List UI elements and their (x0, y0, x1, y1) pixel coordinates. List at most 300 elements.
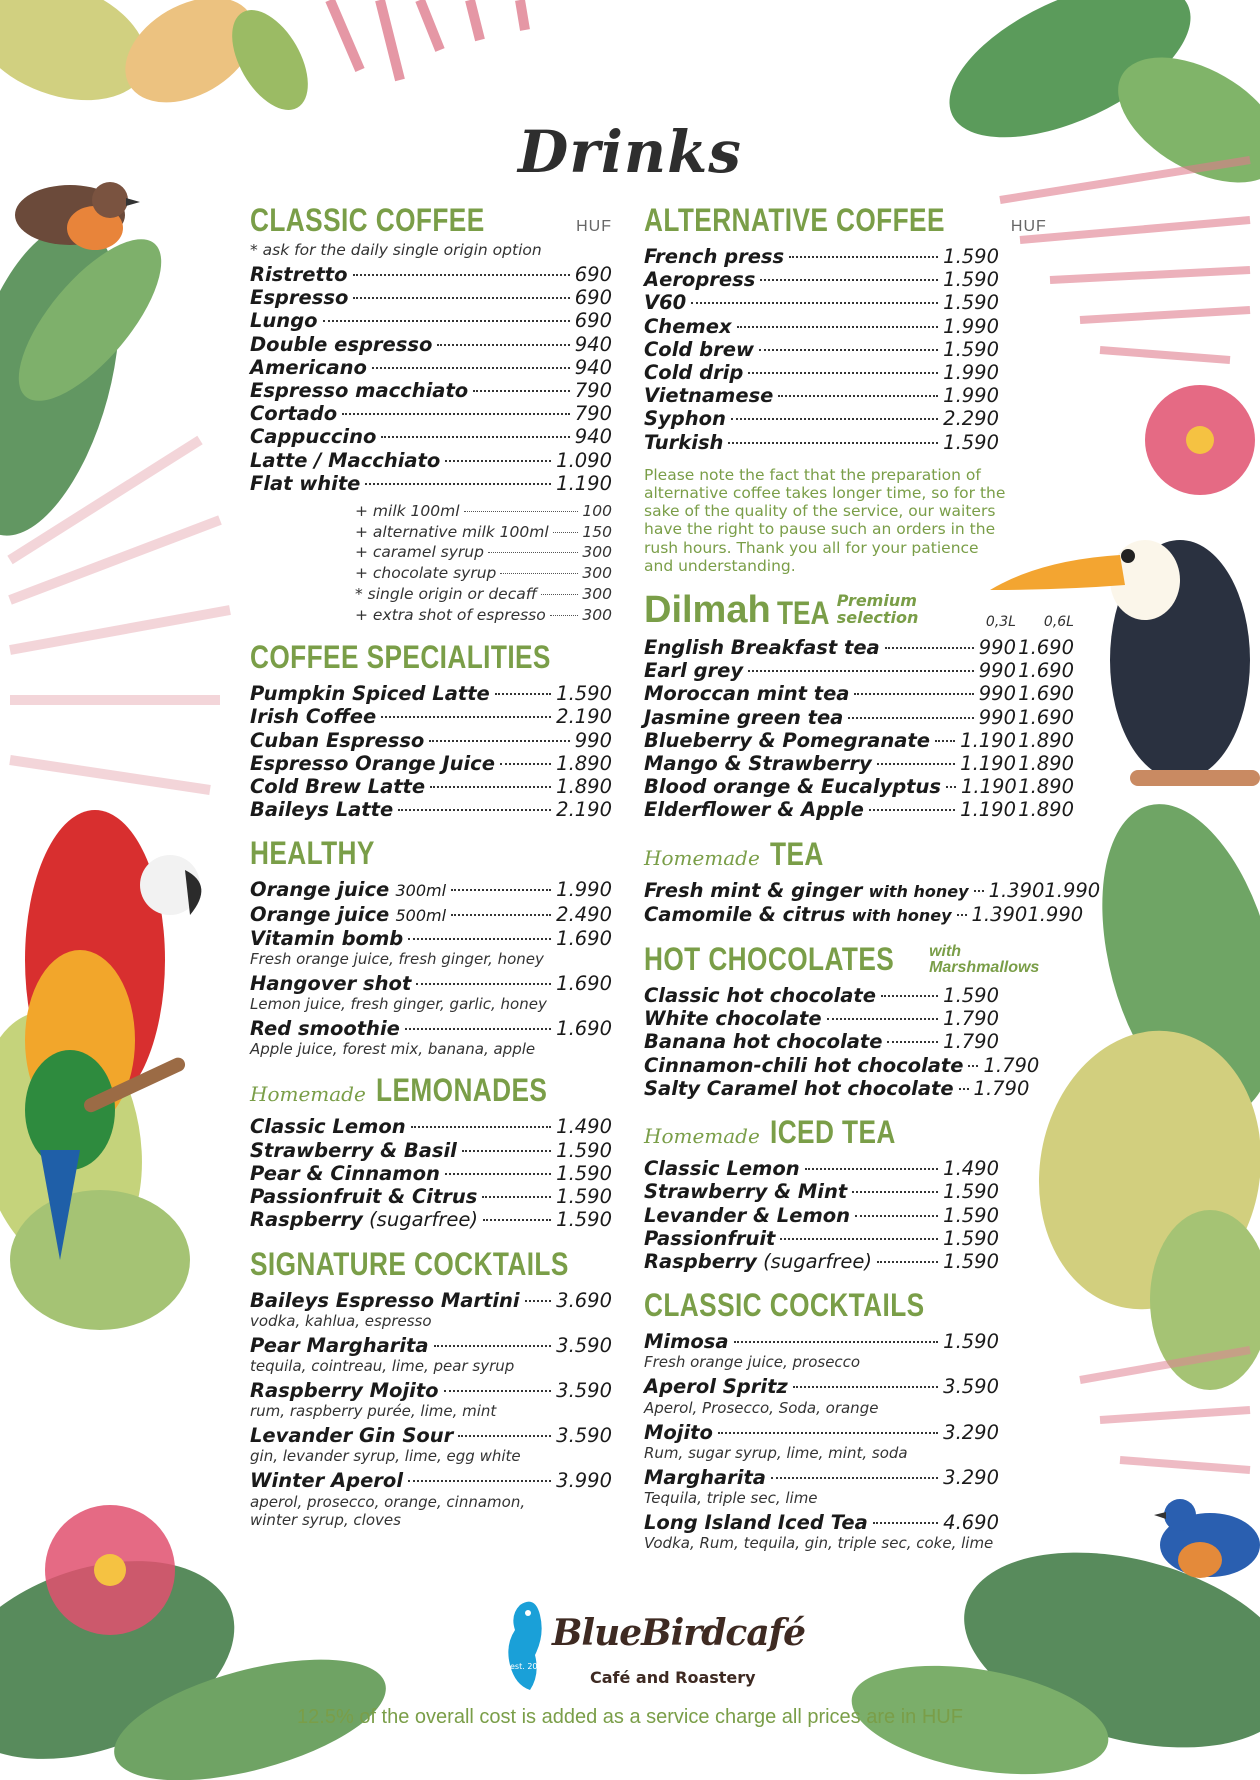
item-price: 790 (574, 379, 612, 403)
menu-item (250, 1017, 612, 1040)
item-name: Pear & Cinnamon (250, 1161, 440, 1185)
item-name: Red smoothie (250, 1017, 400, 1041)
item-name: Cold brew (644, 337, 754, 361)
item-name: Cinnamon-chili hot chocolate (644, 1053, 964, 1077)
item-description: rum, raspberry purée, lime, mint (250, 1402, 497, 1421)
size-headers (958, 614, 1074, 630)
leaf-icon (0, 0, 525, 124)
menu-item (644, 902, 1084, 927)
item-price-large: 1.890 (1018, 728, 1074, 752)
item-size: 300ml (395, 881, 447, 901)
size-label: 0,3L (985, 614, 1016, 631)
menu-item (250, 402, 612, 425)
item-name: Salty Caramel hot chocolate (644, 1076, 954, 1100)
item-price: 2.190 (556, 798, 612, 822)
menu-item (644, 1227, 999, 1250)
item-price: 1.590 (556, 1185, 612, 1209)
premium-selection-label (837, 592, 919, 626)
item-name: Levander & Lemon (644, 1203, 851, 1227)
item-price: 1.490 (943, 1157, 999, 1181)
classic-coffee-note: * ask for the daily single origin option (250, 241, 542, 259)
menu-item (644, 407, 999, 430)
item-price: 3.690 (556, 1288, 612, 1312)
item-name: Chemex (644, 314, 732, 338)
item-name: V60 (644, 291, 687, 315)
alternative-coffee-note: Please note the fact that the preparation of alternative coffee takes longer time, so for the sake of the quality of the service, our waiters have the right to pause such an orders in the rush hours. Thank you all for your patience and understanding. (644, 465, 1006, 575)
item-price: 940 (574, 425, 612, 449)
menu-item (644, 1076, 1030, 1100)
addon-price: 300 (582, 564, 612, 583)
menu-item (250, 1115, 612, 1138)
healthy-list (250, 878, 612, 1058)
coffee-specialities-header (250, 639, 612, 676)
item-name: Espresso Orange Juice (250, 751, 495, 775)
signature-cocktails-list (250, 1289, 612, 1529)
item-price: 3.590 (556, 1424, 612, 1448)
item-price: 3.590 (556, 1378, 612, 1402)
item-name: Strawberry & Mint (644, 1180, 848, 1204)
item-name: Ristretto (250, 263, 348, 286)
item-name: Classic Lemon (644, 1157, 800, 1181)
item-name: Raspberry (644, 1249, 757, 1273)
addon-item (250, 563, 612, 584)
item-price-small: 990 (978, 705, 1016, 729)
item-price-small: 1.390 (971, 902, 1028, 926)
dilmah-brand: Dilmah (644, 589, 771, 632)
menu-item (250, 752, 612, 775)
brand-subtitle: Café and Roastery (590, 1668, 756, 1687)
signature-cocktails-header (250, 1246, 612, 1283)
addon-name: * single origin or decaff (355, 584, 537, 603)
iced-tea-header (644, 1114, 1074, 1151)
item-name: Irish Coffee (250, 705, 377, 729)
item-price: 1.590 (556, 1208, 612, 1232)
menu-item (250, 286, 612, 309)
item-price: 1.590 (943, 1180, 999, 1204)
item-name: Syphon (644, 407, 726, 431)
item-note: (sugarfree) (763, 1249, 873, 1273)
item-price-small: 1.190 (961, 775, 1017, 799)
item-price: 940 (574, 355, 612, 379)
item-description: gin, levander syrup, lime, egg white (250, 1447, 521, 1466)
menu-item (644, 706, 1074, 729)
item-name: Passionfruit & Citrus (250, 1185, 478, 1209)
item-price-small: 1.190 (960, 728, 1016, 752)
menu-item (250, 1208, 612, 1231)
item-price: 690 (574, 309, 612, 333)
menu-item (644, 1421, 999, 1444)
homemade-label: Homemade (644, 845, 760, 870)
menu-item (644, 1157, 999, 1180)
item-description: Vodka, Rum, tequila, gin, triple sec, coke, lime (644, 1534, 994, 1553)
item-description: Aperol, Prosecco, Soda, orange (644, 1398, 879, 1417)
item-price: 1.590 (943, 1249, 999, 1273)
hot-chocolates-list (644, 984, 1040, 1100)
homemade-tea-list (644, 878, 1101, 927)
menu-item (644, 1466, 999, 1489)
item-price: 1.490 (556, 1115, 612, 1139)
item-price: 2.190 (556, 705, 612, 729)
currency-label: HUF (576, 218, 612, 235)
brand-established: est. 2013 (510, 1662, 548, 1671)
menu-item (250, 878, 612, 902)
item-price: 1.590 (943, 1330, 999, 1354)
item-name: Elderflower & Apple (644, 798, 864, 822)
menu-item (644, 1007, 999, 1030)
item-price: 3.290 (943, 1420, 999, 1444)
item-price-large: 1.690 (1018, 636, 1074, 660)
menu-item (250, 333, 612, 356)
item-name: Latte / Macchiato (250, 448, 441, 472)
item-price: 1.590 (556, 1161, 612, 1185)
item-price: 1.690 (556, 972, 612, 996)
item-size: 500ml (395, 905, 447, 925)
item-name: Mojito (644, 1420, 713, 1444)
brand-name: BlueBirdcafé (552, 1612, 806, 1654)
item-price-large: 1.990 (1027, 902, 1084, 926)
addon-name: + caramel syrup (355, 543, 484, 562)
item-name: Fresh mint & ginger (644, 878, 863, 902)
dilmah-tea-title: TEA (776, 595, 830, 632)
menu-item (250, 927, 612, 950)
item-price: 690 (574, 286, 612, 310)
item-price: 2.490 (556, 902, 612, 926)
menu-item (250, 263, 612, 286)
item-price-small: 1.190 (960, 752, 1016, 776)
item-name: Pumpkin Spiced Latte (250, 682, 490, 706)
item-price: 1.590 (943, 984, 999, 1008)
item-name: Double espresso (250, 332, 433, 356)
addon-name: + milk 100ml (355, 502, 460, 521)
menu-item (250, 972, 612, 995)
item-price: 940 (574, 332, 612, 356)
item-name: Aperol Spritz (644, 1375, 788, 1399)
menu-item (250, 309, 612, 332)
item-name: Lungo (250, 309, 318, 333)
service-charge-note: 12.5% of the overall cost is added as a service charge all prices are in HUF (297, 1706, 963, 1728)
classic-coffee-list (250, 263, 612, 495)
premium-line: selection (836, 608, 919, 628)
signature-cocktails-title: SIGNATURE COCKTAILS (250, 1245, 569, 1282)
menu-item (644, 984, 999, 1007)
item-note: (sugarfree) (369, 1208, 479, 1232)
item-price: 1.590 (943, 268, 999, 292)
item-name: Blood orange & Eucalyptus (644, 775, 941, 799)
menu-item (250, 903, 612, 927)
item-description: Lemon juice, fresh ginger, garlic, honey (250, 995, 547, 1014)
item-price: 1.590 (556, 1138, 612, 1162)
menu-item (250, 1289, 612, 1312)
item-name: Long Island Iced Tea (644, 1510, 868, 1534)
menu-item (250, 472, 612, 495)
item-name: Baileys Latte (250, 798, 394, 822)
addon-name: + chocolate syrup (355, 564, 497, 583)
menu-item (644, 1180, 999, 1203)
item-description: tequila, cointreau, lime, pear syrup (250, 1356, 515, 1375)
alternative-coffee-title: ALTERNATIVE COFFEE (644, 202, 945, 238)
item-price: 2.290 (943, 407, 999, 431)
item-price: 1.590 (943, 1203, 999, 1227)
alternative-coffee-header (644, 202, 1047, 239)
menu-item (250, 682, 612, 705)
addon-item (250, 605, 612, 626)
menu-item (250, 379, 612, 402)
menu-item (644, 659, 1074, 682)
menu-item (250, 798, 612, 821)
menu-item (644, 245, 999, 268)
item-price: 1.790 (973, 1076, 1030, 1100)
menu-item (644, 1030, 999, 1053)
currency-label: HUF (1010, 218, 1047, 235)
item-name: Margharita (644, 1465, 766, 1489)
menu-item (250, 1162, 612, 1185)
item-name: Classic Lemon (250, 1115, 406, 1139)
healthy-title: HEALTHY (250, 835, 375, 872)
item-price-large: 1.890 (1018, 775, 1074, 799)
item-description: vodka, kahlua, espresso (250, 1311, 432, 1330)
dilmah-tea-header (644, 589, 1074, 632)
item-price: 1.790 (943, 1007, 999, 1031)
item-name: Cortado (250, 402, 338, 426)
item-description: Rum, sugar syrup, lime, mint, soda (644, 1443, 908, 1462)
item-name: Vitamin bomb (250, 926, 404, 950)
item-name: Cuban Espresso (250, 728, 425, 752)
item-price: 790 (574, 402, 612, 426)
item-price-large: 1.690 (1018, 659, 1074, 683)
addon-item (250, 501, 612, 522)
item-name: Cappuccino (250, 425, 377, 449)
item-name: Classic hot chocolate (644, 984, 876, 1008)
addon-price: 150 (582, 522, 612, 541)
coffee-specialities-title: COFFEE SPECIALITIES (250, 639, 551, 676)
menu-item (644, 431, 999, 454)
item-description: Apple juice, forest mix, banana, apple (250, 1040, 536, 1059)
item-name: Raspberry (250, 1208, 363, 1232)
item-price: 1.890 (556, 751, 612, 775)
item-price-large: 1.890 (1018, 798, 1074, 822)
menu-item (644, 361, 999, 384)
dilmah-tea-list (644, 636, 1074, 822)
item-name: Levander Gin Sour (250, 1424, 454, 1448)
homemade-label: Homemade (644, 1124, 760, 1149)
homemade-label: Homemade (250, 1082, 366, 1107)
menu-item (644, 1204, 999, 1227)
item-price: 1.790 (943, 1030, 999, 1054)
item-price: 1.190 (556, 471, 612, 495)
premium-line: Premium (836, 591, 917, 611)
item-price-large: 1.690 (1018, 705, 1074, 729)
item-price-large: 1.990 (1044, 878, 1101, 902)
menu-item (644, 752, 1074, 775)
iced-tea-title: ICED TEA (769, 1114, 896, 1151)
item-name: Baileys Espresso Martini (250, 1288, 520, 1312)
left-column (250, 202, 612, 1529)
addon-name: + extra shot of espresso (355, 605, 546, 624)
item-price: 990 (574, 728, 612, 752)
lemonades-header (250, 1072, 612, 1109)
item-name: Pear Margharita (250, 1333, 429, 1357)
menu-item (644, 268, 999, 291)
classic-cocktails-list (644, 1330, 999, 1552)
healthy-header (250, 835, 612, 872)
item-price: 3.290 (943, 1465, 999, 1489)
homemade-tea-header (644, 836, 1074, 873)
item-name: Vietnamese (644, 384, 774, 408)
item-name: Cold drip (644, 361, 744, 385)
menu-item (644, 775, 1074, 798)
classic-coffee-header (250, 202, 612, 239)
item-name: Earl grey (644, 659, 744, 683)
menu-item (644, 1375, 999, 1398)
hot-chocolates-title: HOT CHOCOLATES (644, 941, 895, 978)
addon-list (250, 501, 612, 625)
item-name: Mango & Strawberry (644, 752, 872, 776)
item-name: Raspberry Mojito (250, 1378, 439, 1402)
menu-item (644, 291, 999, 314)
item-description: Fresh orange juice, prosecco (644, 1353, 861, 1372)
item-name: Orange juice (250, 878, 390, 902)
addon-price: 300 (582, 584, 612, 603)
item-name: Turkish (644, 430, 724, 454)
menu-item (644, 384, 999, 407)
lemonades-title: LEMONADES (375, 1072, 548, 1109)
item-price-small: 1.390 (988, 878, 1045, 902)
addon-price: 300 (582, 605, 612, 624)
item-name: Hangover shot (250, 972, 412, 996)
menu-item (644, 1511, 999, 1534)
menu-item (644, 729, 1074, 752)
item-name: Passionfruit (644, 1226, 776, 1250)
menu-item (250, 1139, 612, 1162)
item-name: Aeropress (644, 268, 756, 292)
menu-item (644, 1053, 1040, 1077)
item-price: 1.690 (556, 1017, 612, 1041)
item-name: Espresso (250, 286, 349, 310)
item-description: Fresh orange juice, fresh ginger, honey (250, 950, 544, 969)
item-name: Winter Aperol (250, 1469, 404, 1493)
lemonades-list (250, 1115, 612, 1231)
classic-coffee-title: CLASSIC COFFEE (250, 202, 485, 238)
robin-icon (15, 182, 140, 250)
item-name: Flat white (250, 471, 361, 495)
item-price: 3.590 (556, 1333, 612, 1357)
menu-item (644, 315, 999, 338)
item-name: Strawberry & Basil (250, 1138, 457, 1162)
item-price: 1.990 (943, 361, 999, 385)
with-line: Marshmallows (929, 958, 1040, 976)
item-price: 3.590 (943, 1375, 999, 1399)
item-price-small: 1.190 (960, 798, 1016, 822)
item-name: Espresso macchiato (250, 379, 469, 403)
item-description: aperol, prosecco, orange, cinnamon, winter syrup, cloves (250, 1492, 526, 1529)
menu-item (644, 798, 1074, 821)
item-price: 1.590 (943, 1226, 999, 1250)
menu-item (644, 878, 1101, 903)
item-name: Mimosa (644, 1330, 729, 1354)
menu-item (644, 636, 1074, 659)
item-name: Orange juice (250, 902, 390, 926)
item-price: 3.990 (556, 1469, 612, 1493)
item-price: 1.590 (943, 245, 999, 268)
addon-price: 300 (582, 543, 612, 562)
marshmallows-label (929, 944, 1039, 976)
item-price: 1.690 (556, 926, 612, 950)
classic-cocktails-title: CLASSIC COCKTAILS (644, 1287, 925, 1324)
item-price: 1.590 (943, 430, 999, 454)
addon-price: 100 (582, 502, 612, 521)
item-name: Moroccan mint tea (644, 682, 850, 706)
menu-item (644, 1250, 999, 1273)
item-name: Cold Brew Latte (250, 775, 426, 799)
menu-item (250, 775, 612, 798)
menu-item (250, 425, 612, 448)
size-label: 0,6L (1043, 614, 1074, 631)
item-price: 4.690 (943, 1510, 999, 1534)
item-price: 1.990 (943, 384, 999, 408)
item-price: 1.590 (556, 682, 612, 706)
classic-cocktails-header (644, 1287, 1074, 1324)
menu-item (250, 1334, 612, 1357)
item-name: Blueberry & Pomegranate (644, 728, 930, 752)
addon-item (250, 584, 612, 605)
item-name: White chocolate (644, 1007, 822, 1031)
page-title: Drinks (518, 118, 742, 186)
item-name: Jasmine green tea (644, 705, 844, 729)
item-price: 1.990 (556, 878, 612, 902)
menu-item (250, 1185, 612, 1208)
item-name: English Breakfast tea (644, 636, 880, 660)
item-price: 1.590 (943, 337, 999, 361)
menu-item (250, 1469, 612, 1492)
menu-item (250, 1379, 612, 1402)
item-price: 1.990 (943, 314, 999, 338)
addon-item (250, 542, 612, 563)
menu-item (644, 338, 999, 361)
menu-item (250, 1424, 612, 1447)
item-name: Camomile & citrus (644, 902, 846, 926)
item-name: Banana hot chocolate (644, 1030, 883, 1054)
item-price-small: 990 (978, 682, 1016, 706)
addon-name: + alternative milk 100ml (355, 522, 549, 541)
item-name: French press (644, 245, 785, 268)
bluebird-icon (1154, 1499, 1260, 1578)
menu-item (644, 1330, 999, 1353)
iced-tea-list (644, 1157, 999, 1273)
item-price-small: 990 (978, 659, 1016, 683)
item-price-large: 1.690 (1018, 682, 1074, 706)
menu-item (250, 705, 612, 728)
item-price: 1.590 (943, 291, 999, 315)
menu-item (250, 449, 612, 472)
item-description: Tequila, triple sec, lime (644, 1488, 818, 1507)
menu-item (250, 729, 612, 752)
with-line: with (929, 942, 962, 960)
item-price-small: 990 (978, 636, 1016, 660)
item-price: 1.790 (983, 1053, 1040, 1077)
addon-item (250, 522, 612, 543)
item-note: with honey (851, 905, 952, 925)
coffee-specialities-list (250, 682, 612, 821)
item-note: with honey (868, 881, 969, 901)
item-price: 690 (574, 263, 612, 286)
homemade-tea-title: TEA (769, 835, 824, 872)
menu-item (644, 682, 1074, 705)
item-price: 1.890 (556, 775, 612, 799)
alternative-coffee-list (644, 245, 999, 454)
item-price-large: 1.890 (1018, 752, 1074, 776)
item-name: Americano (250, 355, 367, 379)
hot-chocolates-header (644, 941, 1074, 978)
